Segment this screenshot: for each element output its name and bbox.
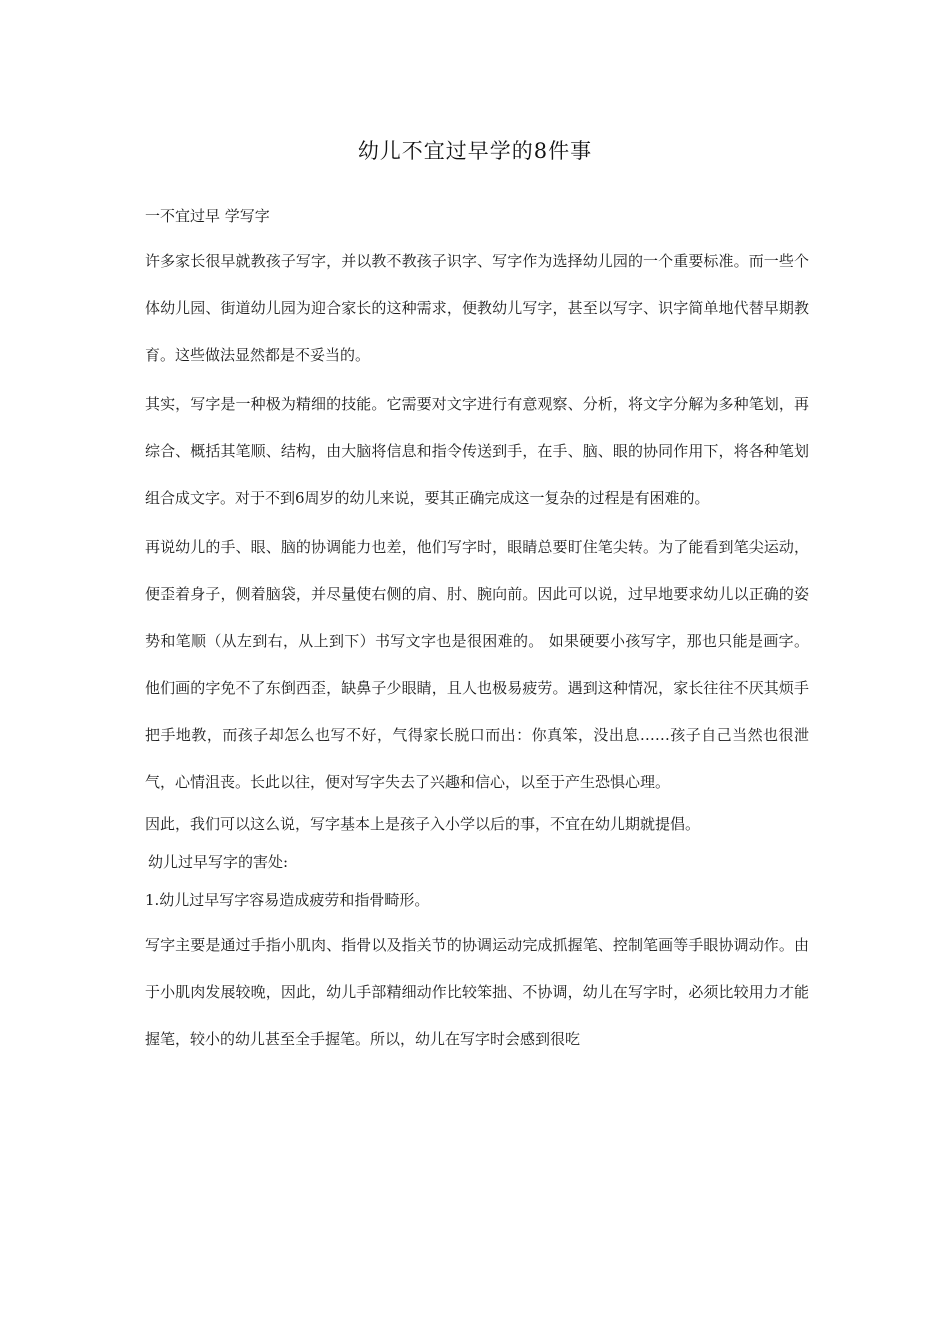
paragraph: 许多家长很早就教孩子写字，并以教不教孩子识字、写字作为选择幼儿园的一个重要标准。而一些个体幼儿园、街道幼儿园为迎合家长的这种需求，便教幼儿写字，甚至以写字、识字简单地代替早期教育。这些做法显然都是不妥当的。 <box>145 252 809 364</box>
paragraph: 再说幼儿的手、眼、脑的协调能力也差，他们写字时，眼睛总要盯住笔尖转。为了能看到笔尖运动，便歪着身子，侧着脑袋，并尽量使右侧的肩、肘、腕向前。因此可以说，过早地要求幼儿以正确的姿势和笔顺（从左到右，从上到下）书写文字也是很困难的。 如果硬要小孩写字，那也只能是画字。他们画的字免不了东倒西歪，缺鼻子少眼睛，且人也极易疲劳。遇到这种情况，家长往往不厌其烦手把手地教，而孩子却怎么也写不好，气得家长脱口而出：你真笨，没出息……孩子自己当然也很泄气，心情沮丧。长此以往，便对写字失去了兴趣和信心，以至于产生恐惧心理。 <box>145 538 809 791</box>
document-body <box>145 200 809 1065</box>
paragraph: 写字主要是通过手指小肌肉、指骨以及指关节的协调运动完成抓握笔、控制笔画等手眼协调动作。由于小肌肉发展较晚，因此，幼儿手部精细动作比较笨拙、不协调，幼儿在写字时，必须比较用力才能握笔，较小的幼儿甚至全手握笔。所以，幼儿在写字时会感到很吃 <box>145 936 809 1048</box>
document-title: 幼儿不宜过早学的8件事 <box>357 139 593 163</box>
paragraph: 其实，写字是一种极为精细的技能。它需要对文字进行有意观察、分析，将文字分解为多种笔划，再综合、概括其笔顺、结构，由大脑将信息和指令传送到手，在手、脑、眼的协同作用下，将各种笔划组合成文字。对于不到6周岁的幼儿来说，要其正确完成这一复杂的过程是有困难的。 <box>145 395 809 507</box>
paragraph: 因此，我们可以这么说，写字基本上是孩子入小学以后的事，不宜在幼儿期就提倡。 <box>145 815 701 833</box>
harm-heading: 幼儿过早写字的害处: <box>148 853 289 871</box>
point-heading: 1.幼儿过早写字容易造成疲劳和指骨畸形。 <box>145 891 430 909</box>
section-heading: 一不宜过早 学写字 <box>145 207 270 225</box>
